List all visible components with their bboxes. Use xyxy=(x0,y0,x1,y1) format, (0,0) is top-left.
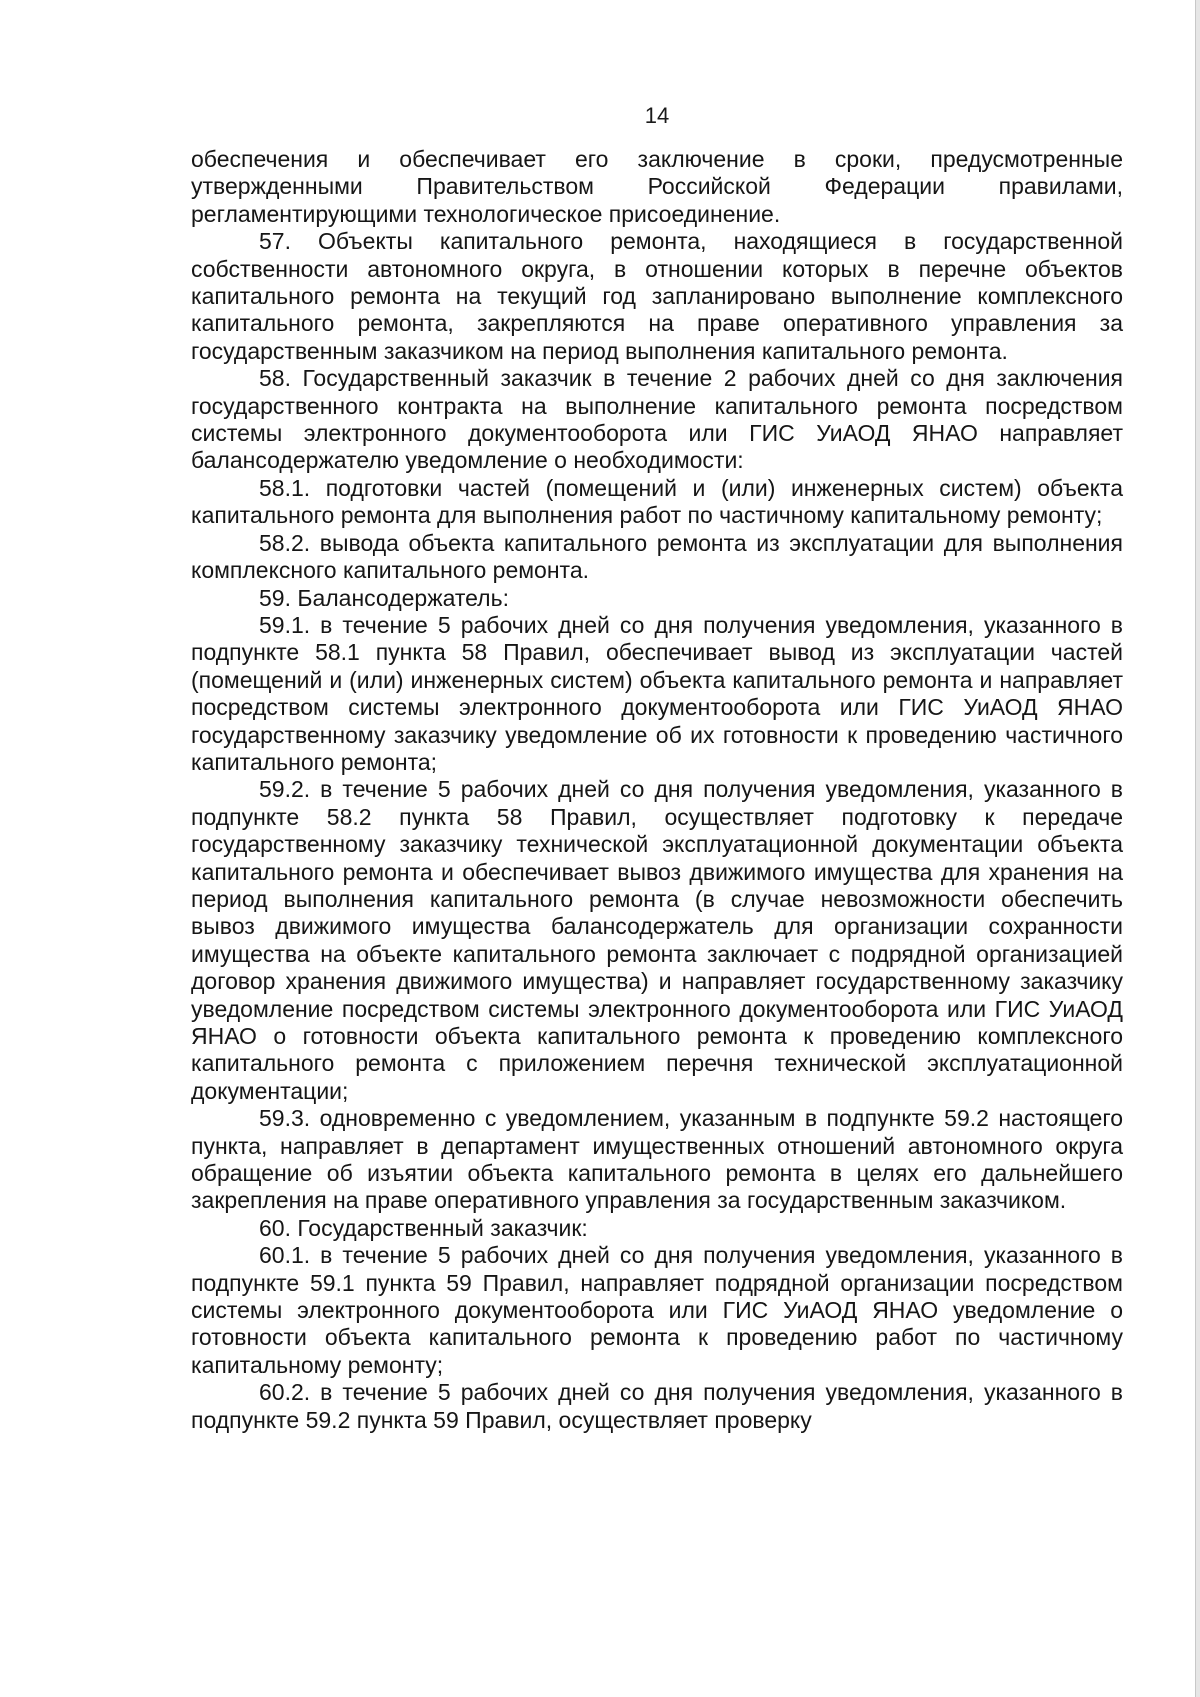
paragraph: 59.1. в течение 5 рабочих дней со дня получения уведомления, указанного в подпункте 58.1 пункта 58 Правил, обеспечивает вывод из эксплуатации частей (помещений и (или) инженерных систем) объекта капитального ремонта и направляет посредством системы электронного документооборота или ГИС УиАОД ЯНАО государственному заказчику уведомление об их готовности к проведению частичного капитального ремонта; xyxy=(191,611,1123,775)
paragraph: 58.2. вывода объекта капитального ремонта из эксплуатации для выполнения комплексного капитального ремонта. xyxy=(191,529,1123,584)
paragraph: 57. Объекты капитального ремонта, находящиеся в государственной собственности автономного округа, в отношении которых в перечне объектов капитального ремонта на текущий год запланировано выполнение комплексного капитального ремонта, закрепляются на праве оперативного управления за государственным заказчиком на период выполнения капитального ремонта. xyxy=(191,228,1123,364)
paragraph: 59. Балансодержатель: xyxy=(259,584,509,611)
paragraph: 60.2. в течение 5 рабочих дней со дня получения уведомления, указанного в подпункте 59.2 пункта 59 Правил, осуществляет проверку xyxy=(191,1379,1123,1433)
paragraph: 58.1. подготовки частей (помещений и (или) инженерных систем) объекта капитального ремонта для выполнения работ по частичному капитальному ремонту; xyxy=(191,474,1123,529)
paragraph: 59.3. одновременно с уведомлением, указанным в подпункте 59.2 настоящего пункта, направляет в департамент имущественных отношений автономного округа обращение об изъятии объекта капитального ремонта в целях его дальнейшего закрепления на праве оперативного управления за государственным заказчиком. xyxy=(191,1105,1123,1214)
paragraph: 60.1. в течение 5 рабочих дней со дня получения уведомления, указанного в подпункте 59.1 пункта 59 Правил, направляет подрядной организации посредством системы электронного документооборота или ГИС УиАОД ЯНАО уведомление о готовности объекта капитального ремонта к проведению работ по частичному капитальному ремонту; xyxy=(191,1242,1123,1378)
page-number: 14 xyxy=(644,103,670,128)
paragraph: обеспечения и обеспечивает его заключение в сроки, предусмотренные утвержденными Правительством Российской Федерации правилами, регламентирующими технологическое присоединение. xyxy=(191,146,1123,227)
paragraph: 59.2. в течение 5 рабочих дней со дня получения уведомления, указанного в подпункте 58.2 пункта 58 Правил, осуществляет подготовку к передаче государственному заказчику технической эксплуатационной документации объекта капитального ремонта и обеспечивает вывоз движимого имущества для хранения на период выполнения капитального ремонта (в случае невозможности обеспечить вывоз движимого имущества балансодержатель для организации сохранности имущества на объекте капитального ремонта заключает с подрядной организацией договор хранения движимого имущества) и направляет государственному заказчику уведомление посредством системы электронного документооборота или ГИС УиАОД ЯНАО о готовности объекта капитального ремонта к проведению комплексного капитального ремонта с приложением перечня технической эксплуатационной документации; xyxy=(191,776,1123,1104)
paragraph: 58. Государственный заказчик в течение 2 рабочих дней со дня заключения государственного контракта на выполнение капитального ремонта посредством системы электронного документооборота или ГИС УиАОД ЯНАО направляет балансодержателю уведомление о необходимости: xyxy=(191,365,1123,474)
paragraph: 60. Государственный заказчик: xyxy=(259,1214,588,1241)
body-text xyxy=(191,146,1123,1434)
